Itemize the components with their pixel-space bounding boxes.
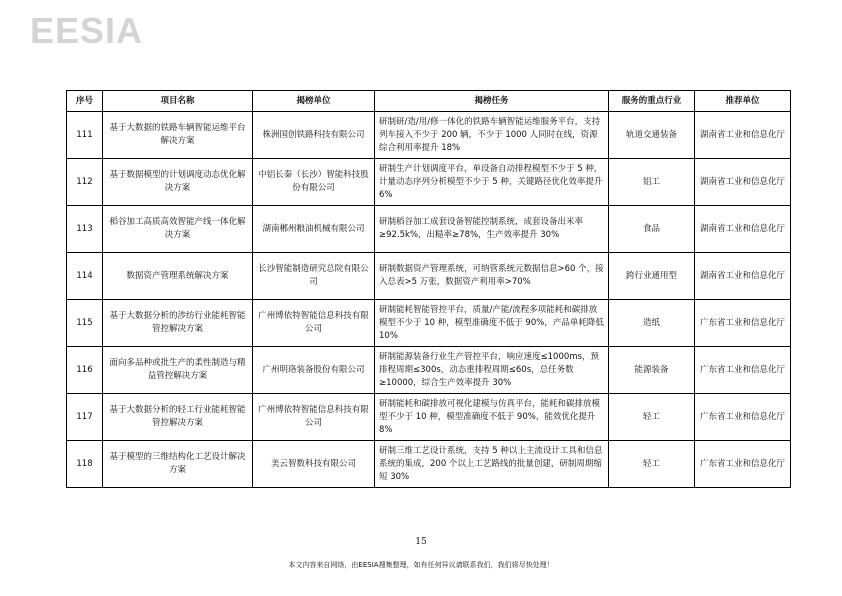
cell-industry: 铝工 [609, 159, 695, 206]
header-industry: 服务的重点行业 [609, 91, 695, 112]
cell-no: 116 [67, 347, 103, 394]
cell-industry: 能源装备 [609, 347, 695, 394]
cell-task: 研制三维工艺设计系统，支持 5 种以上主流设计工具和信息系统的集成，200 个以上工艺路线的批量创建，研制周期缩短 30% [375, 441, 609, 488]
table-row [67, 112, 791, 159]
cell-unit: 长沙智能制造研究总院有限公司 [253, 253, 375, 300]
cell-project-name: 稻谷加工高质高效智能产线一体化解决方案 [103, 206, 253, 253]
cell-industry: 轻工 [609, 441, 695, 488]
table-row [67, 300, 791, 347]
cell-unit: 广州明珞装备股份有限公司 [253, 347, 375, 394]
cell-recommender: 广东省工业和信息化厅 [695, 300, 791, 347]
cell-industry: 跨行业通用型 [609, 253, 695, 300]
cell-recommender: 湖南省工业和信息化厅 [695, 253, 791, 300]
footer-disclaimer: 本文内容来自网络，由EESIA搜集整理，如有任何异议请联系我们，我们将尽快处理！ [288, 561, 554, 569]
eesia-logo: EESIA [30, 10, 144, 51]
cell-recommender: 广东省工业和信息化厅 [695, 441, 791, 488]
cell-project-name: 基于大数据分析的轻工行业能耗智能管控解决方案 [103, 394, 253, 441]
cell-task: 研制研/造/用/修一体化的铁路车辆智能运维服务平台，支持列车接入不少于 200 辆，不少于 1000 人同时在线，资源综合利用率提升 18% [375, 112, 609, 159]
cell-unit: 中铝长秦（长沙）智能科技股份有限公司 [253, 159, 375, 206]
cell-task: 研制稻谷加工成套设备智能控制系统，成套设备出米率≥92.5k%，出糙率≥78%，生产效率提升 30% [375, 206, 609, 253]
cell-no: 117 [67, 394, 103, 441]
table-row [67, 159, 791, 206]
cell-project-name: 基于大数据分析的涉纺行业能耗智能管控解决方案 [103, 300, 253, 347]
cell-no: 115 [67, 300, 103, 347]
cell-task: 研制能源装备行业生产管控平台，响应速度≤1000ms，预排程周期≤300s，动态重排程周期≤60s，总任务数≥10000，综合生产效率提升 30% [375, 347, 609, 394]
table-row [67, 206, 791, 253]
page-number: 15 [415, 537, 427, 547]
table-row [67, 347, 791, 394]
cell-project-name: 基于模型的三维结构化工艺设计解决方案 [103, 441, 253, 488]
cell-project-name: 基于大数据的铁路车辆智能运维平台解决方案 [103, 112, 253, 159]
cell-task: 研制能耗智能管控平台，质量/产能/流程多项能耗和碳排放模型不少于 10 种，模型准确度不低于 90%，产品单耗降低 10% [375, 300, 609, 347]
table-row [67, 394, 791, 441]
cell-industry: 造纸 [609, 300, 695, 347]
table-row [67, 253, 791, 300]
cell-industry: 轻工 [609, 394, 695, 441]
cell-no: 112 [67, 159, 103, 206]
cell-unit: 广州博依特智能信息科技有限公司 [253, 300, 375, 347]
cell-task: 研制生产计划调度平台，单设备自动排程模型不少于 5 种，计量动态序列分析模型不少于 5 种，关键路径优化效率提升 6% [375, 159, 609, 206]
cell-recommender: 湖南省工业和信息化厅 [695, 206, 791, 253]
cell-no: 113 [67, 206, 103, 253]
cell-task: 研制能耗和碳排放可视化建模与仿真平台，能耗和碳排放模型不少于 10 种，模型准确度不低于 90%，能效优化提升 8% [375, 394, 609, 441]
cell-recommender: 湖南省工业和信息化厅 [695, 112, 791, 159]
cell-project-name: 面向多品种或批生产的柔性制造与精益管控解决方案 [103, 347, 253, 394]
table-header-row [67, 91, 791, 112]
header-unit: 揭榜单位 [253, 91, 375, 112]
cell-unit: 湖南郴州粮油机械有限公司 [253, 206, 375, 253]
cell-unit: 株洲国创铁路科技有限公司 [253, 112, 375, 159]
cell-industry: 食品 [609, 206, 695, 253]
cell-recommender: 广东省工业和信息化厅 [695, 347, 791, 394]
cell-no: 111 [67, 112, 103, 159]
table-row [67, 441, 791, 488]
cell-no: 114 [67, 253, 103, 300]
cell-project-name: 基于数据模型的计划调度动态优化解决方案 [103, 159, 253, 206]
cell-recommender: 湖南省工业和信息化厅 [695, 159, 791, 206]
header-project-name: 项目名称 [103, 91, 253, 112]
cell-industry: 轨道交通装备 [609, 112, 695, 159]
header-no: 序号 [67, 91, 103, 112]
cell-project-name: 数据资产管理系统解决方案 [103, 253, 253, 300]
cell-no: 118 [67, 441, 103, 488]
header-task: 揭榜任务 [375, 91, 609, 112]
cell-unit: 广州博依特智能信息科技有限公司 [253, 394, 375, 441]
cell-recommender: 广东省工业和信息化厅 [695, 394, 791, 441]
project-table [66, 90, 791, 488]
cell-task: 研制数据资产管理系统，可纳管系统元数据信息>60 个，接入总表>5 万张，数据资产利用率>70% [375, 253, 609, 300]
cell-unit: 美云智数科技有限公司 [253, 441, 375, 488]
header-recommender: 推荐单位 [695, 91, 791, 112]
